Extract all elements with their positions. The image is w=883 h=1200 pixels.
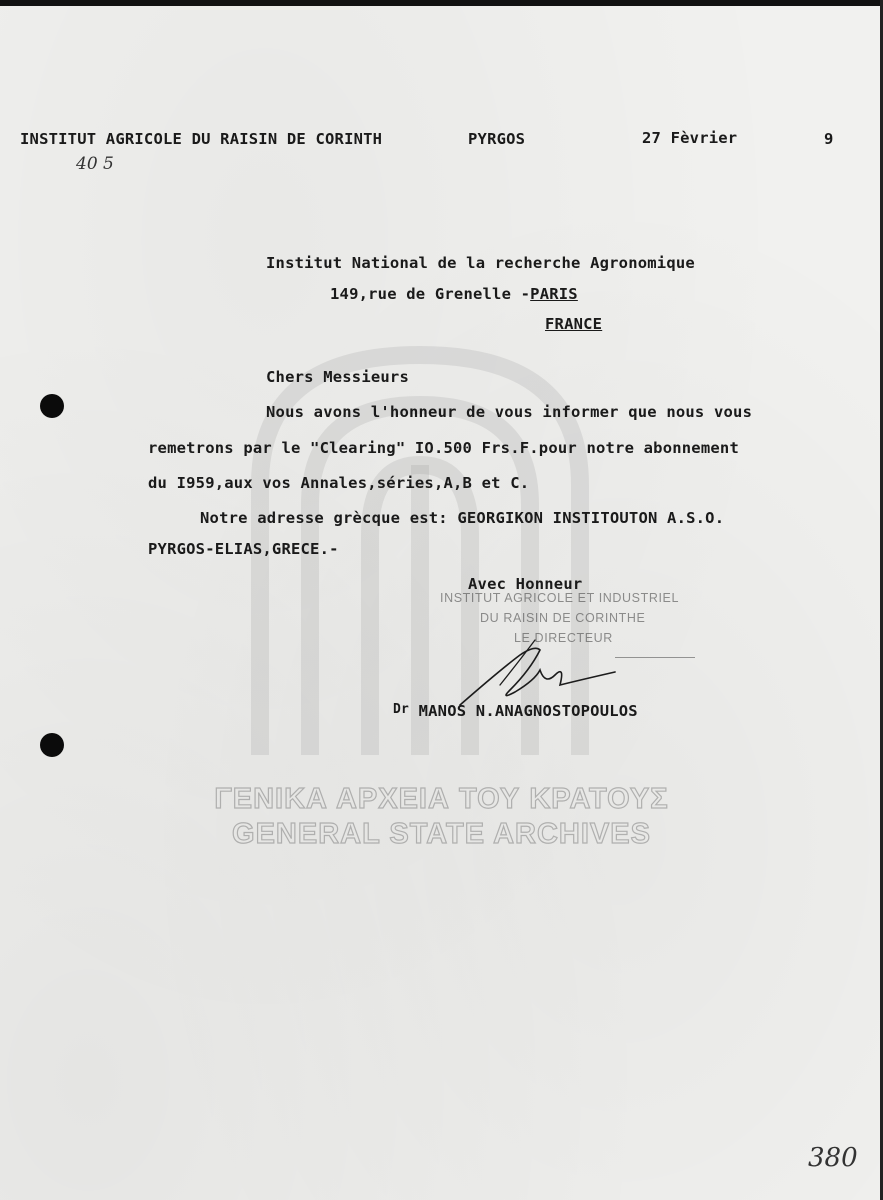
stamp-line3: LE DIRECTEUR <box>514 631 613 645</box>
scan-top-edge <box>0 0 883 6</box>
recipient-country: FRANCE <box>545 315 603 333</box>
signatory-name: MANOS N.ANAGNOSTOPOULOS <box>418 702 638 720</box>
handwritten-page-number: 380 <box>808 1143 858 1173</box>
paragraph1-line1: Nous avons l'honneur de vous informer que nous vous <box>266 403 753 421</box>
header-city: PYRGOS <box>468 130 526 148</box>
salutation: Chers Messieurs <box>266 368 409 386</box>
recipient-city: PARIS <box>530 285 578 303</box>
punch-hole-bottom <box>40 733 64 757</box>
header-date: 27 Fèvrier <box>642 129 738 147</box>
closing: Avec Honneur <box>468 575 583 593</box>
punch-hole-top <box>40 394 64 418</box>
paragraph2-line1: Notre adresse grècque est: GEORGIKON INSTITOUTON A.S.O. <box>200 509 725 527</box>
archive-watermark-english: GENERAL STATE ARCHIVES <box>232 818 651 850</box>
stamp-line2: DU RAISIN DE CORINTHE <box>480 611 646 625</box>
stamp-line1: INSTITUT AGRICOLE ET INDUSTRIEL <box>440 591 680 605</box>
header-year: 9 <box>824 130 834 148</box>
archive-watermark-greek: ΓΕΝΙΚΑ ΑΡΧΕΙΑ ΤΟΥ ΚΡΑΤΟΥΣ <box>214 783 669 815</box>
handwritten-reference: 40 5 <box>76 154 114 174</box>
signatory <box>393 702 638 720</box>
paragraph2-line2: PYRGOS-ELIAS,GRECE.- <box>148 540 339 558</box>
recipient-line2 <box>330 285 578 303</box>
signatory-title: Dr <box>393 702 410 717</box>
paragraph1-line3: du I959,aux vos Annales,séries,A,B et C. <box>148 474 530 492</box>
header-institute: INSTITUT AGRICOLE DU RAISIN DE CORINTH <box>20 130 383 148</box>
recipient-street: 149,rue de Grenelle - <box>330 285 531 303</box>
recipient-line1: Institut National de la recherche Agronomique <box>266 254 695 272</box>
paragraph1-line2: remetrons par le "Clearing" IO.500 Frs.F.pour notre abonnement <box>148 439 739 457</box>
